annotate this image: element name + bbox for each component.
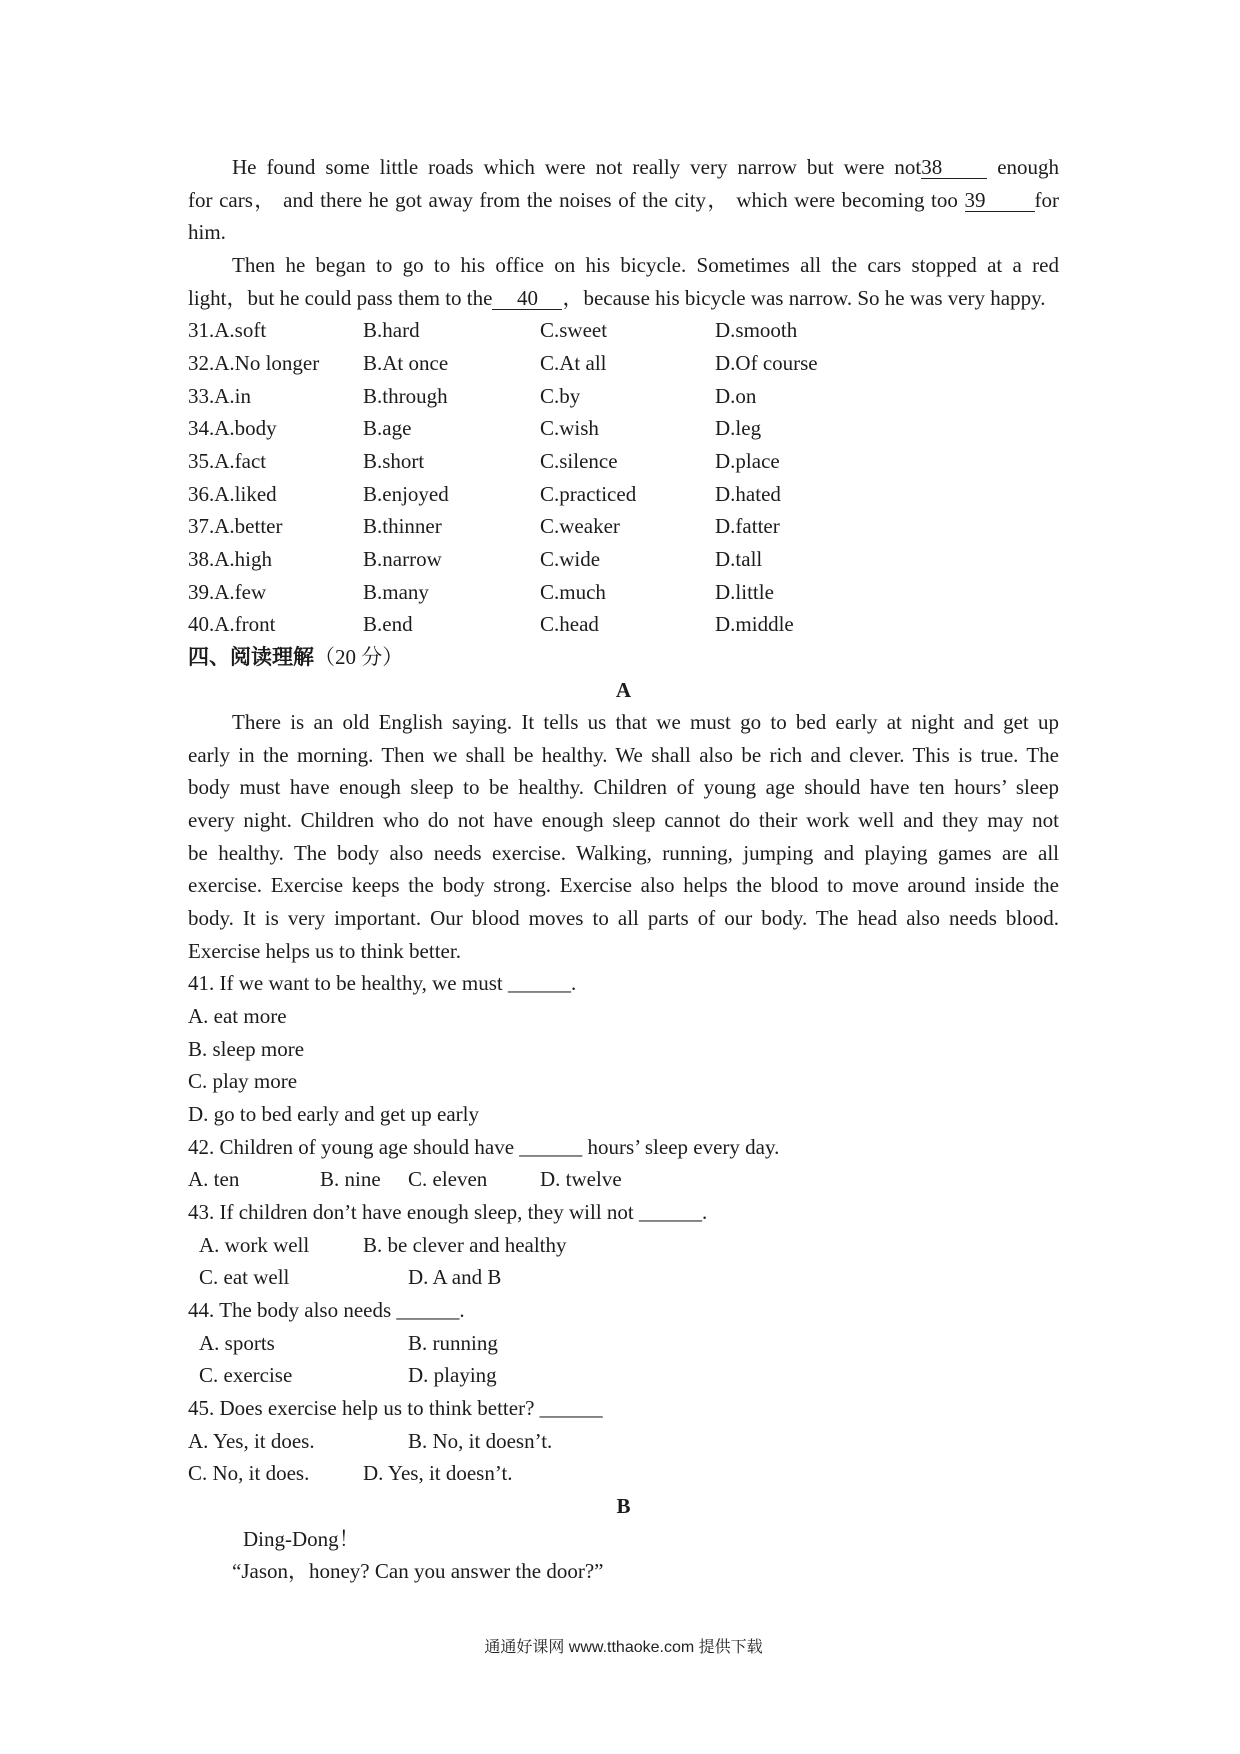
question-option: B. nine xyxy=(320,1167,381,1192)
cloze-option: D.smooth xyxy=(715,318,798,343)
question-option: C. exercise xyxy=(199,1363,293,1388)
cloze-option: 32.A.No longer xyxy=(188,350,320,375)
passage-a-line: body. It is very important. Our blood moves to all parts of our body. The head also needs blood. xyxy=(188,906,1059,931)
question-option: D. twelve xyxy=(540,1167,622,1192)
cloze-option: C.silence xyxy=(540,448,618,473)
passage-a-line: exercise. Exercise keeps the body strong. Exercise also helps the blood to move around inside the xyxy=(188,873,1059,898)
question-option: B. No, it doesn’t. xyxy=(408,1428,553,1453)
cloze-option: C.much xyxy=(540,579,606,604)
cloze-text: light，but he could pass them to the xyxy=(188,285,493,310)
question-option: C. No, it does. xyxy=(188,1461,310,1486)
question-option: D. A and B xyxy=(408,1265,502,1290)
question-option-row xyxy=(188,1229,1059,1262)
cloze-option: B.enjoyed xyxy=(363,481,449,506)
cloze-option: B.thinner xyxy=(363,514,442,539)
passage-b-line: Ding-Dong！ xyxy=(243,1526,360,1551)
question-option: D. Yes, it doesn’t. xyxy=(363,1461,513,1486)
question-option: B. be clever and healthy xyxy=(363,1232,567,1257)
question-option: B. running xyxy=(408,1330,498,1355)
cloze-option: D.on xyxy=(715,383,757,408)
question-option: D. playing xyxy=(408,1363,497,1388)
question-option: A. eat more xyxy=(188,1004,287,1029)
cloze-option: C.weaker xyxy=(540,514,620,539)
cloze-option: C.wish xyxy=(540,416,599,441)
cloze-option-row xyxy=(188,510,1059,543)
cloze-line xyxy=(188,216,1059,249)
question-option-row xyxy=(188,1163,1059,1196)
question-option: A. sports xyxy=(199,1330,275,1355)
cloze-option: D.Of course xyxy=(715,350,818,375)
cloze-text: for cars， and there he got away from the noises of the city， which were becoming too xyxy=(188,187,958,212)
cloze-option: C.wide xyxy=(540,546,601,571)
cloze-line xyxy=(188,282,1059,315)
cloze-option-row xyxy=(188,347,1059,380)
cloze-option: 31.A.soft xyxy=(188,318,267,343)
passage-a-line: be healthy. The body also needs exercise. Walking, running, jumping and playing games are all xyxy=(188,840,1059,865)
cloze-option: D.hated xyxy=(715,481,781,506)
page-content xyxy=(188,151,1059,1588)
passage-b-line: “Jason，honey? Can you answer the door?” xyxy=(232,1559,604,1584)
blank-39: 39 xyxy=(965,189,1035,212)
passage-a-line: body must have enough sleep to be healthy. Children of young age should have ten hours’ sleep xyxy=(188,775,1059,800)
blank-38: 38 xyxy=(921,156,987,179)
question-option-row xyxy=(188,1359,1059,1392)
question-option-row xyxy=(188,1425,1059,1458)
cloze-option-row xyxy=(188,608,1059,641)
cloze-option: D.fatter xyxy=(715,514,780,539)
cloze-option: D.place xyxy=(715,448,780,473)
cloze-option: D.middle xyxy=(715,612,794,637)
cloze-option: C.sweet xyxy=(540,318,608,343)
passage-b-label: B xyxy=(616,1493,631,1518)
cloze-text: enough xyxy=(997,155,1060,179)
cloze-option: C.by xyxy=(540,383,581,408)
cloze-option-row xyxy=(188,478,1059,511)
cloze-option-row xyxy=(188,576,1059,609)
question-option: B. sleep more xyxy=(188,1036,305,1061)
cloze-option: B.At once xyxy=(363,350,449,375)
cloze-line xyxy=(188,184,1059,217)
section-title: 四、阅读理解 xyxy=(188,644,314,669)
cloze-option-row xyxy=(188,412,1059,445)
question-stem: 43. If children don’t have enough sleep, they will not ______. xyxy=(188,1200,708,1224)
passage-a-line: Exercise helps us to think better. xyxy=(188,938,461,963)
cloze-option: C.At all xyxy=(540,350,607,375)
section-score: （20 分） xyxy=(314,644,404,669)
question-stem: 44. The body also needs ______. xyxy=(188,1297,465,1322)
question-option: C. eleven xyxy=(408,1167,488,1192)
section-heading xyxy=(188,641,1059,674)
passage-a-label: A xyxy=(615,677,632,702)
cloze-option-row xyxy=(188,445,1059,478)
cloze-text: He found some little roads which were not really very narrow but were not xyxy=(232,155,922,179)
cloze-option: 34.A.body xyxy=(188,416,277,441)
cloze-option: 35.A.fact xyxy=(188,448,267,473)
question-option: A. Yes, it does. xyxy=(188,1428,315,1453)
question-stem: 45. Does exercise help us to think better? ______ xyxy=(188,1395,603,1420)
cloze-option: D.leg xyxy=(715,416,762,441)
page-footer: 通通好课网 www.tthaoke.com 提供下载 xyxy=(484,1639,763,1656)
cloze-option: 39.A.few xyxy=(188,579,267,604)
question-option: A. work well xyxy=(199,1232,310,1257)
question-stem: 41. If we want to be healthy, we must ______. xyxy=(188,971,577,996)
cloze-option-row xyxy=(188,314,1059,347)
cloze-text: him. xyxy=(188,220,226,245)
cloze-option: D.tall xyxy=(715,546,763,571)
question-option-row xyxy=(188,1261,1059,1294)
cloze-option: B.narrow xyxy=(363,546,442,571)
cloze-option: B.short xyxy=(363,448,425,473)
cloze-option-row xyxy=(188,380,1059,413)
cloze-option: B.age xyxy=(363,416,412,441)
cloze-option: B.end xyxy=(363,612,413,637)
cloze-text: for xyxy=(1034,187,1059,212)
question-option: D. go to bed early and get up early xyxy=(188,1102,479,1127)
cloze-option: C.practiced xyxy=(540,481,637,506)
cloze-line xyxy=(188,151,1059,184)
question-stem: 42. Children of young age should have ______ hours’ sleep every day. xyxy=(188,1134,780,1159)
cloze-option: C.head xyxy=(540,612,599,637)
passage-a-line: There is an old English saying. It tells us that we must go to bed early at night and get up xyxy=(232,710,1059,735)
passage-a-line: early in the morning. Then we shall be healthy. We shall also be rich and clever. This is true. The xyxy=(188,742,1059,767)
cloze-line xyxy=(188,249,1059,282)
cloze-option: 33.A.in xyxy=(188,383,251,408)
cloze-option: 40.A.front xyxy=(188,612,276,637)
question-option: C. eat well xyxy=(199,1265,290,1290)
question-option-row xyxy=(188,1327,1059,1360)
passage-a-line: every night. Children who do not have enough sleep cannot do their work well and they may not xyxy=(188,808,1059,833)
cloze-text: Then he began to go to his office on his bicycle. Sometimes all the cars stopped at a red xyxy=(232,252,1059,277)
question-option: C. play more xyxy=(188,1069,298,1094)
question-option: A. ten xyxy=(188,1167,240,1192)
cloze-option: B.through xyxy=(363,383,448,408)
cloze-option: 37.A.better xyxy=(188,514,283,539)
cloze-option: D.little xyxy=(715,579,774,604)
blank-40: 40 xyxy=(492,287,562,310)
cloze-option-row xyxy=(188,543,1059,576)
question-option-row xyxy=(188,1457,1059,1490)
cloze-option: B.hard xyxy=(363,318,420,343)
cloze-option: 36.A.liked xyxy=(188,481,277,506)
cloze-text: ，because his bicycle was narrow. So he was very happy. xyxy=(562,285,1046,310)
cloze-option: B.many xyxy=(363,579,429,604)
cloze-option: 38.A.high xyxy=(188,546,272,571)
